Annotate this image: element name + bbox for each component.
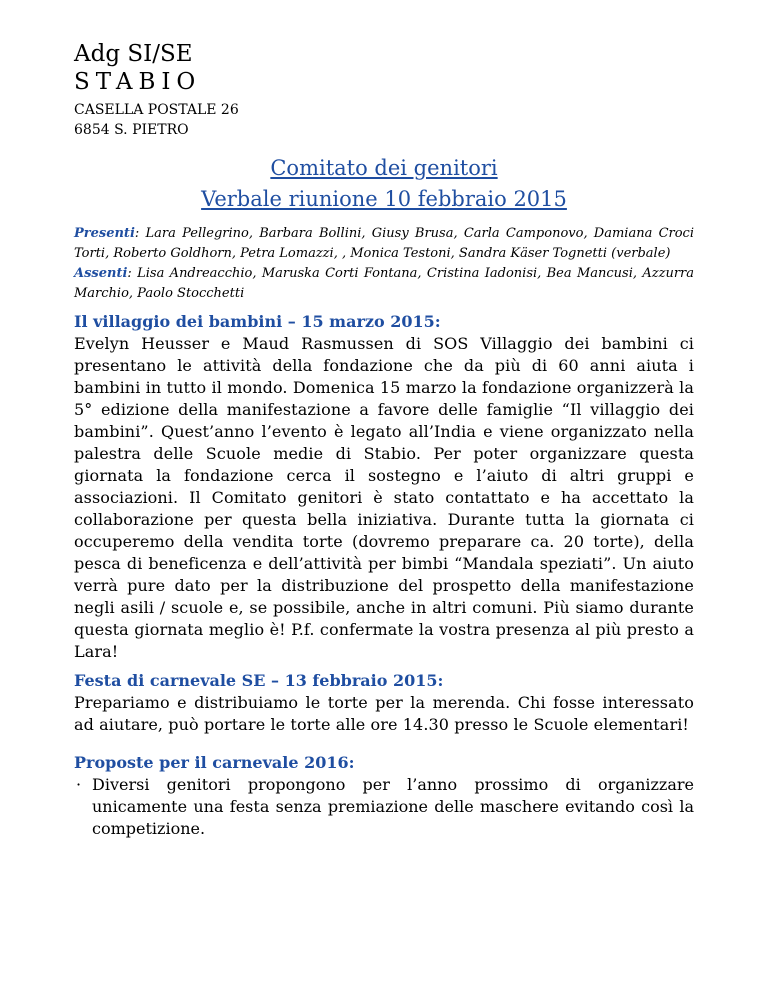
title-minutes: Verbale riunione 10 febbraio 2015 [201, 187, 567, 211]
address-line: 6854 S. PIETRO [74, 122, 189, 138]
absent-list: : Lisa Andreacchio, Maruska Corti Fontana, Cristina Iadonisi, Bea Mancusi, Azzurra Marchio, Paolo Stocchetti [74, 266, 694, 301]
bullet-icon: · [76, 775, 82, 794]
document-title [74, 153, 694, 215]
proposal-list [74, 774, 694, 840]
section-childrens-village [74, 311, 694, 663]
absent-label: Assenti [74, 266, 128, 281]
list-item [74, 774, 694, 840]
section-carnival-proposals [74, 752, 694, 840]
letterhead [74, 40, 694, 140]
address-line: CASELLA POSTALE 26 [74, 102, 239, 118]
section-body: Evelyn Heusser e Maud Rasmussen di SOS Villaggio dei bambini ci presentano le attività della fondazione che da più di 60 anni aiuta i bambini in tutto il mondo. Domenica 15 marzo la fondazione organizzerà la 5° edizione della manifestazione a favore delle famiglie “Il villaggio dei bambini”. Quest’anno l’evento è legato all’India e viene organizzato nella palestra delle Scuole medie di Stabio. Per poter organizzare questa giornata la fondazione cerca il sostegno e l’aiuto di altri gruppi e associazioni. Il Comitato genitori è stato contattato e ha accettato la collaborazione per questa bella iniziativa. Durante tutta la giornata ci occuperemo della vendita torte (dovremo preparare ca. 20 torte), della pesca di beneficenza e dell’attività per bimbi “Mandala speziati”. Un aiuto verrà pure dato per la distribuzione del prospetto della manifestazione negli asili / scuole e, se possibile, anche in altri comuni. Più siamo durante questa giornata meglio è! P.f. confermate la vostra presenza al più presto a Lara! [74, 334, 694, 661]
org-town: STABIO [74, 69, 202, 95]
section-carnival-party [74, 670, 694, 736]
org-name: Adg SI/SE [74, 41, 193, 67]
section-heading: Il villaggio dei bambini – 15 marzo 2015: [74, 312, 441, 331]
section-body: Prepariamo e distribuiamo le torte per la merenda. Chi fosse interessato ad aiutare, può portare le torte alle ore 14.30 presso le Scuole elementari! [74, 693, 694, 734]
document-page [74, 40, 694, 840]
present-label: Presenti [74, 226, 135, 241]
title-committee: Comitato dei genitori [270, 156, 498, 180]
attendance-block [74, 224, 694, 304]
section-heading: Proposte per il carnevale 2016: [74, 753, 355, 772]
list-item-text: Diversi genitori propongono per l’anno prossimo di organizzare unicamente una festa senza premiazione delle maschere evitando così la competizione. [92, 775, 694, 838]
section-heading: Festa di carnevale SE – 13 febbraio 2015: [74, 671, 444, 690]
present-list: : Lara Pellegrino, Barbara Bollini, Giusy Brusa, Carla Camponovo, Damiana Croci Torti, Roberto Goldhorn, Petra Lomazzi, , Monica Testoni, Sandra Käser Tognetti (verbale) [74, 226, 694, 261]
